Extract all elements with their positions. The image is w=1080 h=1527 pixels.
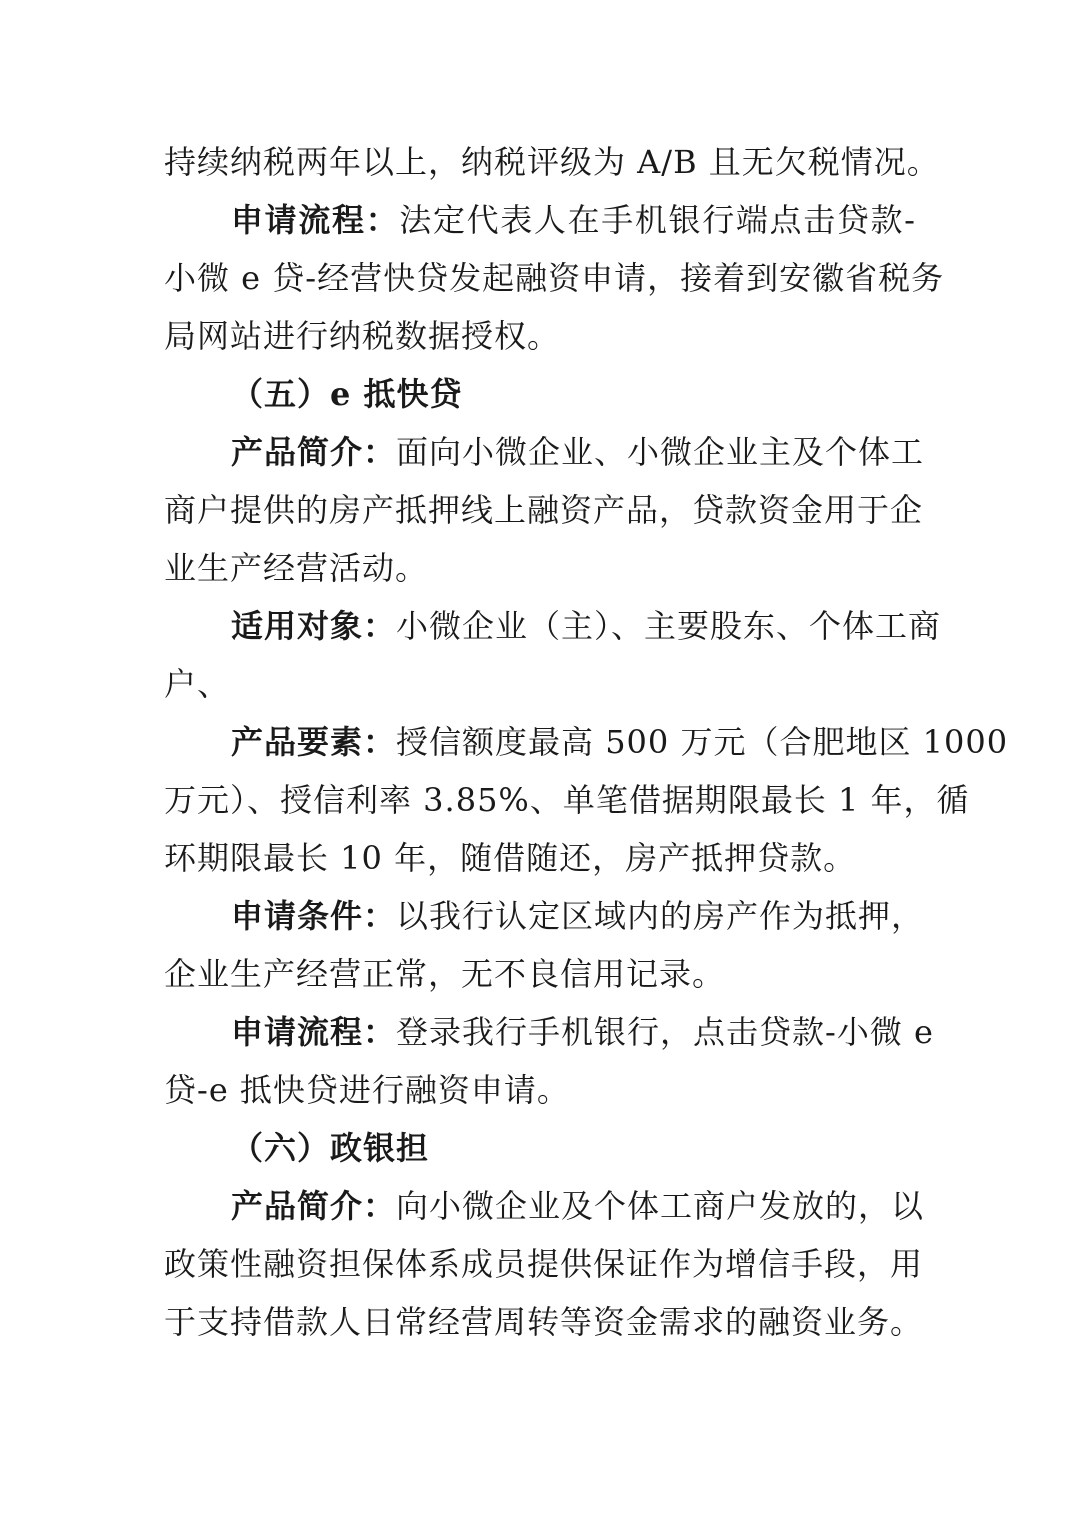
- paragraph-line: [164, 423, 925, 481]
- paragraph-text: 以我行认定区域内的房产作为抵押，: [396, 897, 925, 935]
- paragraph-line: [164, 191, 916, 249]
- paragraph-line: 贷-e 抵快贷进行融资申请。: [164, 1071, 570, 1109]
- paragraph-label: 产品简介：: [231, 1187, 397, 1225]
- paragraph-label: 申请流程：: [231, 1013, 397, 1051]
- paragraph-line: [164, 597, 942, 655]
- paragraph-label: 产品简介：: [231, 433, 397, 471]
- paragraph-line: 政策性融资担保体系成员提供保证作为增信手段，用: [164, 1245, 924, 1283]
- paragraph-line: 局网站进行纳税数据授权。: [164, 317, 561, 355]
- paragraph-line: 万元）、授信利率 3.85%、单笔借据期限最长 1 年，循: [164, 781, 970, 819]
- paragraph-label: 申请流程：: [231, 201, 400, 239]
- paragraph-line: 户、: [164, 665, 231, 703]
- paragraph-line: [164, 1003, 934, 1061]
- paragraph-text: 小微企业（主）、主要股东、个体工商: [396, 607, 942, 645]
- section-heading: （五）e 抵快贷: [231, 375, 463, 413]
- paragraph-line: 业生产经营活动。: [164, 549, 429, 587]
- document-page: [164, 133, 1009, 1351]
- paragraph-text: 登录我行手机银行，点击贷款-小微 e: [396, 1013, 934, 1051]
- paragraph-text: 向小微企业及个体工商户发放的，以: [396, 1187, 925, 1225]
- paragraph-text: 授信额度最高 500 万元（合肥地区 1000: [396, 723, 1009, 761]
- paragraph-text: 法定代表人在手机银行端点击贷款-: [399, 201, 916, 239]
- paragraph-line: 环期限最长 10 年，随借随还，房产抵押贷款。: [164, 839, 857, 877]
- paragraph-label: 适用对象：: [231, 607, 397, 645]
- paragraph-text: 面向小微企业、小微企业主及个体工: [396, 433, 925, 471]
- paragraph-line: 持续纳税两年以上，纳税评级为 A/B 且无欠税情况。: [164, 143, 940, 181]
- paragraph-line: 企业生产经营正常，无不良信用记录。: [164, 955, 726, 993]
- paragraph-line: [164, 713, 1009, 771]
- paragraph-line: 于支持借款人日常经营周转等资金需求的融资业务。: [164, 1303, 924, 1341]
- section-heading: （六）政银担: [231, 1129, 430, 1167]
- paragraph-line: 商户提供的房产抵押线上融资产品，贷款资金用于企: [164, 491, 924, 529]
- paragraph-label: 产品要素：: [231, 723, 397, 761]
- paragraph-line: [164, 887, 925, 945]
- paragraph-line: [164, 1177, 925, 1235]
- paragraph-line: 小微 e 贷-经营快贷发起融资申请，接着到安徽省税务: [164, 259, 945, 297]
- paragraph-label: 申请条件：: [231, 897, 397, 935]
